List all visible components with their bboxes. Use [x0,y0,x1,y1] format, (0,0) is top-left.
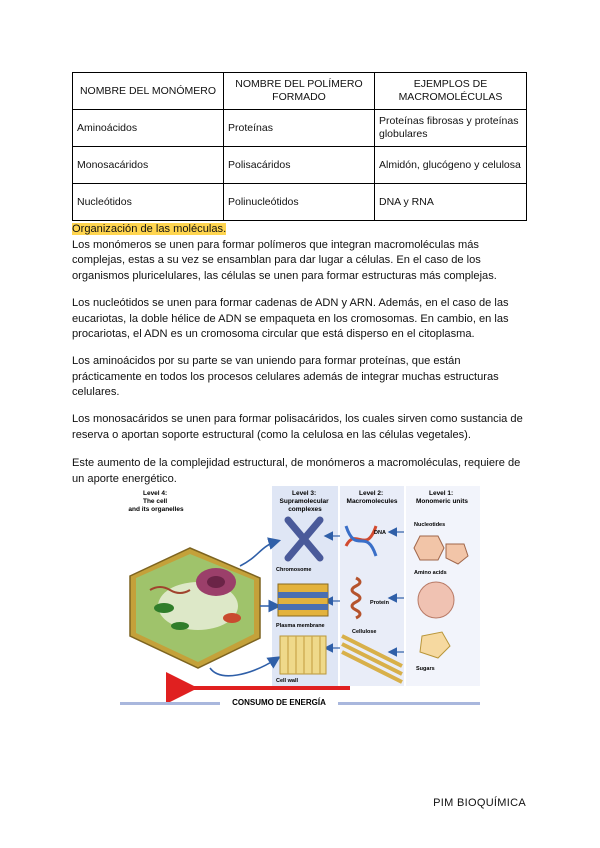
page-footer: PIM BIOQUÍMICA [433,797,526,809]
complexity-levels-figure [120,486,480,708]
level4-header: Level 4: The cell and its organelles [128,490,184,513]
table-cell: DNA y RNA [375,184,527,221]
table-cell: Proteínas fibrosas y proteínas globulares [375,110,527,147]
level1-header: Level 1: Monomeric units [415,490,469,505]
paragraph-1: Los monómeros se unen para formar polímeros que integran macromoléculas más complejas, estas a su vez se ensamblan para dar lugar a células. En el caso de los organismos pluricelulares, las células se unen para formar estructuras más complejas. [72,238,497,282]
nucleotides-label: Nucleotides [414,522,446,528]
dna-label: DNA [374,530,386,536]
header-polymer: NOMBRE DEL POLÍMERO FORMADO [224,73,375,110]
level2-header: Level 2: Macromolecules [346,490,398,505]
table-cell: Proteínas [224,110,375,147]
table-cell: Monosacáridos [73,147,224,184]
table-cell: Polinucleótidos [224,184,375,221]
table-row [73,147,527,184]
monomer-polymer-table [72,72,527,221]
header-monomer: NOMBRE DEL MONÓMERO [73,73,224,110]
cellulose-label: Cellulose [352,629,377,635]
amino-acids-label: Amino acids [414,570,447,576]
plasma-membrane-label: Plasma membrane [276,623,325,629]
cell-wall-illustration [280,636,326,674]
table-cell: Polisacáridos [224,147,375,184]
table-cell: Nucleótidos [73,184,224,221]
section-heading: Organización de las moléculas. [72,223,227,235]
table-cell: Aminoácidos [73,110,224,147]
section-block [72,222,532,284]
energy-caption: CONSUMO DE ENERGÍA [232,698,326,707]
table-cell: Almidón, glucógeno y celulosa [375,147,527,184]
paragraph-2: Los nucleótidos se unen para formar cadenas de ADN y ARN. Además, en el caso de las eucariotas, la doble hélice de ADN se empaqueta en los cromosomas. En cambio, en las procariotas, el ADN es un cromosoma circular que está disperso en el citoplasma. [72,297,509,341]
sugars-label: Sugars [416,666,435,672]
paragraph-3: Los aminoácidos por su parte se van uniendo para formar proteínas, que están prácticamente en todos los procesos celulares además de integrar muchas estructuras celulares. [72,355,499,399]
cell-wall-label: Cell wall [276,678,299,684]
paragraph-5: Este aumento de la complejidad estructural, de monómeros a macromoléculas, requiere de un aporte energético. [72,457,521,485]
level3-header: Level 3: Supramolecular complexes [279,490,329,513]
protein-label: Protein [370,600,389,606]
table-row [73,110,527,147]
table-row [73,184,527,221]
header-examples: EJEMPLOS DE MACROMOLÉCULAS [375,73,527,110]
chromosome-label: Chromosome [276,567,312,573]
plasma-membrane-illustration [278,584,328,616]
table-header-row [73,73,527,110]
amino-acid-illustration [418,582,454,618]
paragraph-4: Los monosacáridos se unen para formar polisacáridos, los cuales sirven como sustancia de reserva o aportan soporte estructural (como la celulosa en las células vegetales). [72,413,523,441]
